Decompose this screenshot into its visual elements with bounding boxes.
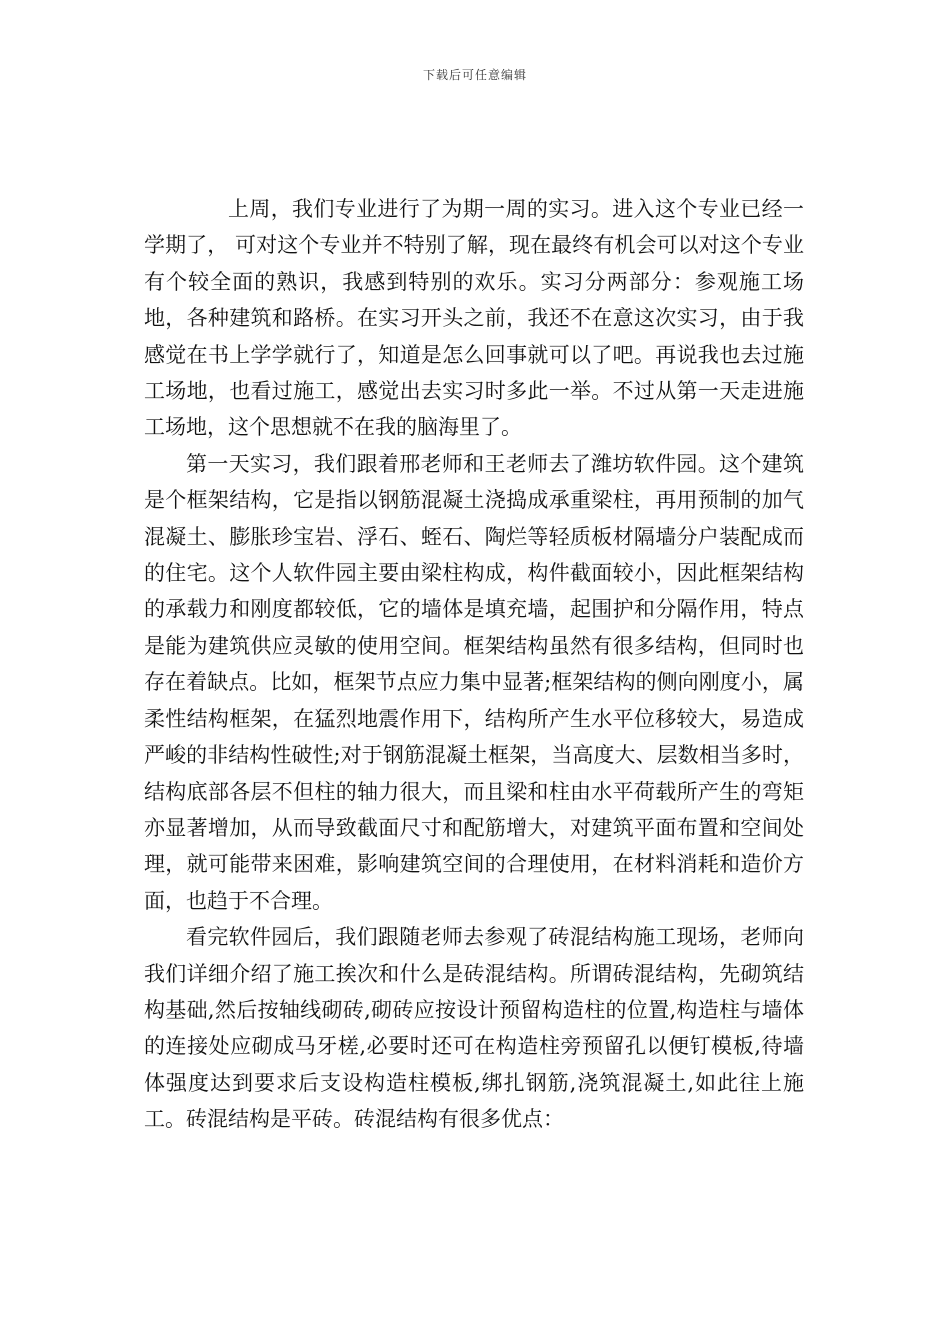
paragraph-3: 看完软件园后，我们跟随老师去参观了砖混结构施工现场，老师向我们详细介绍了施工挨次和什么是砖混结构。所谓砖混结构，先砌筑结构基础,然后按轴线砌砖,砌砖应按设计预留构造柱的位置,构造柱与墙体的连接处应砌成马牙槎,必要时还可在构造柱旁预留孔以便钉模板,待墙体强度达到要求后支设构造柱模板,绑扎钢筋,浇筑混凝土,如此往上施工。砖混结构是平砖。砖混结构有很多优点： — [144, 925, 804, 1132]
paragraph-2: 第一天实习，我们跟着邢老师和王老师去了潍坊软件园。这个建筑是个框架结构，它是指以钢筋混凝土浇捣成承重梁柱，再用预制的加气混凝土、膨胀珍宝岩、浮石、蛭石、陶烂等轻质板材隔墙分户装配成而的住宅。这个人软件园主要由梁柱构成，构件截面较小，因此框架结构的承载力和刚度都较低，它的墙体是填充墙，起围护和分隔作用，特点是能为建筑供应灵敏的使用空间。框架结构虽然有很多结构，但同时也存在着缺点。比如，框架节点应力集中显著;框架结构的侧向刚度小，属柔性结构框架，在猛烈地震作用下，结构所产生水平位移较大，易造成严峻的非结构性破性;对于钢筋混凝土框架，当高度大、层数相当多时，结构底部各层不但柱的轴力很大，而且梁和柱由水平荷载所产生的弯矩亦显著增加，从而导致截面尺寸和配筋增大，对建筑平面布置和空间处理，就可能带来困难，影响建筑空间的合理使用，在材料消耗和造价方面，也趋于不合理。 — [144, 451, 804, 913]
document-body — [144, 191, 804, 1138]
paragraph-1: 上周，我们专业进行了为期一周的实习。进入这个专业已经一学期了， 可对这个专业并不特别了解，现在最终有机会可以对这个专业有个较全面的熟识，我感到特别的欢乐。实习分两部分：参观施工场地，各种建筑和路桥。在实习开头之前，我还不在意这次实习，由于我感觉在书上学学就行了，知道是怎么回事就可以了吧。再说我也去过施工场地，也看过施工，感觉出去实习时多此一举。不过从第一天走进施工场地，这个思想就不在我的脑海里了。 — [144, 197, 804, 440]
page-header: 下载后可任意编辑 — [422, 68, 527, 82]
